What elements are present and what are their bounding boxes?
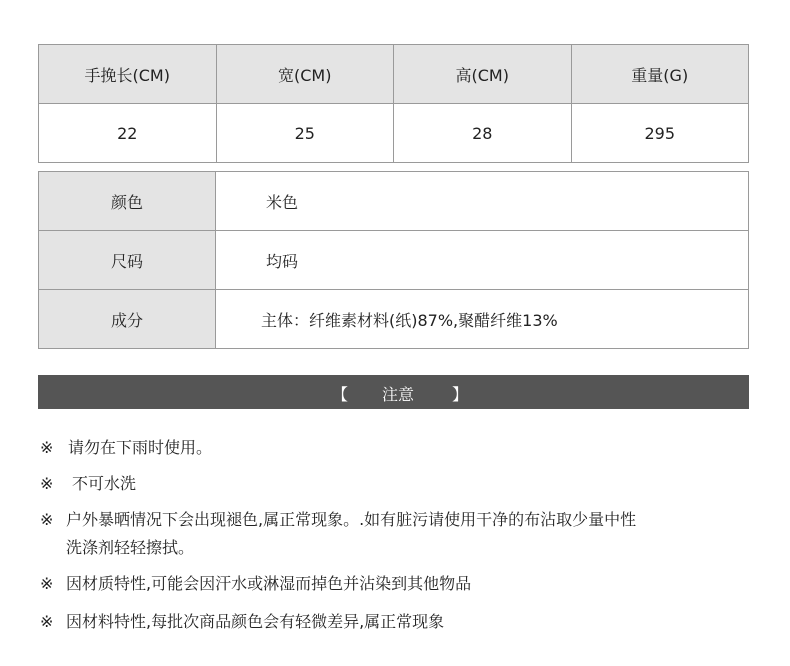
notice-left-bracket: 【	[332, 385, 349, 404]
attribute-label-color: 颜色	[39, 172, 216, 231]
note-text: 因材质特性,可能会因汗水或淋湿而掉色并沾染到其他物品	[66, 574, 472, 593]
note-mark: ※	[40, 612, 54, 631]
attribute-label-size: 尺码	[39, 231, 216, 290]
note-text: 户外暴晒情况下会出现褪色,属正常现象。.如有脏污请使用干净的布沾取少量中性	[66, 510, 637, 529]
value-weight: 295	[571, 104, 749, 163]
size-table	[38, 44, 749, 163]
attribute-table	[38, 171, 749, 349]
note-mark: ※	[40, 574, 54, 593]
value-height: 28	[394, 104, 572, 163]
note-mark: ※	[40, 474, 54, 493]
note-text: 请勿在下雨时使用。	[68, 438, 213, 457]
note-mark: ※	[40, 510, 54, 529]
attribute-value-composition: 主体：纤维素材料(纸)87%,聚醋纤维13%	[261, 310, 558, 330]
value-handle-length: 22	[39, 104, 217, 163]
attribute-value-cell-composition	[216, 290, 749, 349]
notice-title: 注意	[382, 385, 415, 404]
note-text: 洗涤剂轻轻擦拭。	[66, 538, 195, 557]
header-handle-length: 手挽长(CM)	[39, 45, 217, 104]
note-text: 不可水洗	[72, 474, 137, 493]
value-width: 25	[216, 104, 394, 163]
notice-right-bracket: 】	[452, 385, 469, 404]
size-table-header-row	[39, 45, 749, 104]
header-height: 高(CM)	[394, 45, 572, 104]
header-weight: 重量(G)	[571, 45, 749, 104]
note-text: 因材料特性,每批次商品颜色会有轻微差异,属正常现象	[66, 612, 445, 631]
note-mark: ※	[40, 438, 54, 457]
attribute-value-cell-size	[216, 231, 749, 290]
size-table-value-row	[39, 104, 749, 163]
attribute-row-composition	[39, 290, 749, 349]
attribute-row-color	[39, 172, 749, 231]
notice-banner	[38, 375, 749, 409]
attribute-row-size	[39, 231, 749, 290]
attribute-label-composition: 成分	[39, 290, 216, 349]
attribute-value-size: 均码	[266, 251, 299, 271]
attribute-value-cell-color	[216, 172, 749, 231]
header-width: 宽(CM)	[216, 45, 394, 104]
attribute-value-color: 米色	[266, 192, 299, 212]
